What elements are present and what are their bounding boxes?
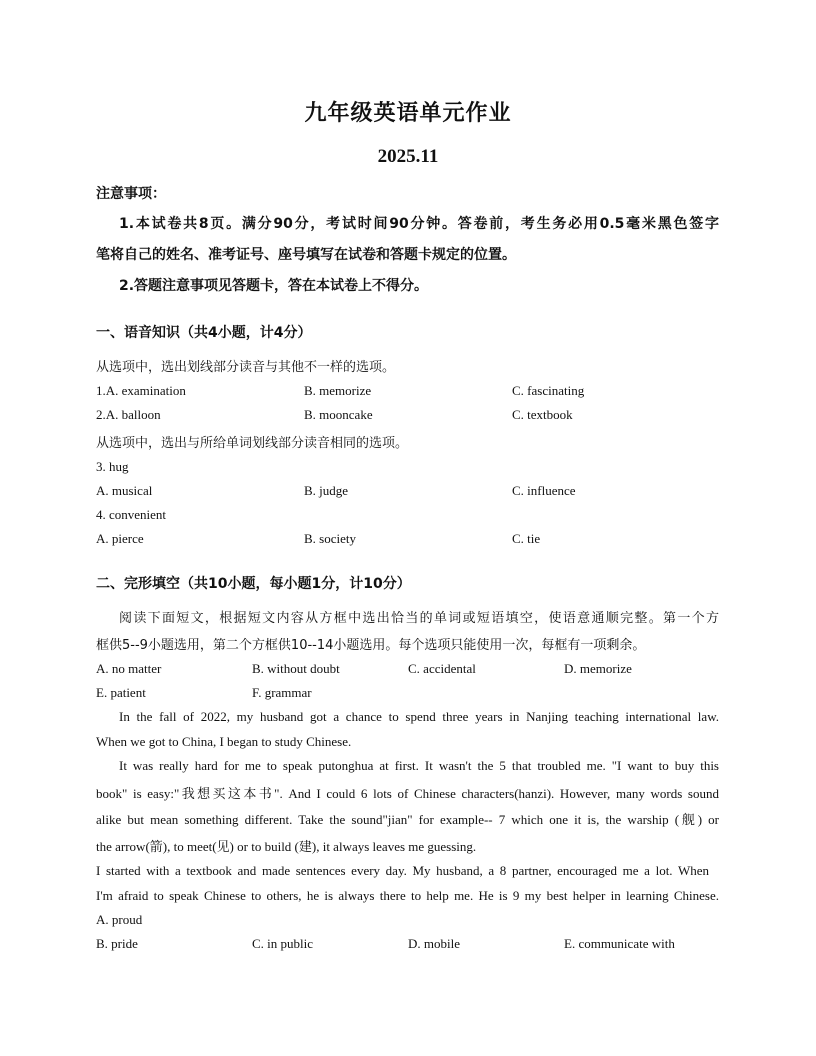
section2-instruction-line-1: 阅读下面短文，根据短文内容从方框中选出恰当的单词或短语填空，使语意通顺完整。第一个方 bbox=[119, 611, 719, 626]
notice-heading: 注意事项： bbox=[96, 186, 166, 202]
passage-p2-line-1: It was really hard for me to speak putonghua at first. It wasn't the 5 that troubled me. "I want to buy this bbox=[119, 758, 719, 773]
notice-line-3: 2.答题注意事项见答题卡，答在本试卷上不得分。 bbox=[119, 278, 429, 294]
box1-option-d: D. memorize bbox=[564, 661, 632, 676]
box2-option-e: E. communicate with bbox=[564, 936, 675, 951]
notice-line-1: 1.本试卷共8页。满分90分，考试时间90分钟。答卷前，考生务必用0.5毫米黑色签字 bbox=[119, 216, 719, 232]
q3-option-c: C. influence bbox=[512, 483, 576, 498]
q3-option-a: A. musical bbox=[96, 483, 153, 498]
q1-option-b: B. memorize bbox=[304, 383, 372, 398]
q2-option-b: B. mooncake bbox=[304, 407, 373, 422]
section1-heading: 一、语音知识（共4小题，计4分） bbox=[96, 325, 312, 341]
box2-option-b: B. pride bbox=[96, 936, 138, 951]
q4-option-a: A. pierce bbox=[96, 531, 144, 546]
page-title: 九年级英语单元作业 bbox=[304, 101, 512, 126]
section2-heading: 二、完形填空（共10小题，每小题1分，计10分） bbox=[96, 576, 411, 592]
section1-instruction-1: 从选项中，选出划线部分读音与其他不一样的选项。 bbox=[96, 360, 396, 375]
notice-line-2: 笔将自己的姓名、准考证号、座号填写在试卷和答题卡规定的位置。 bbox=[96, 247, 516, 263]
passage-p1-line-2: When we got to China, I began to study Chinese. bbox=[96, 734, 352, 749]
passage-p1-line-1: In the fall of 2022, my husband got a chance to spend three years in Nanjing teaching international law. bbox=[119, 709, 719, 724]
box2-option-c: C. in public bbox=[252, 936, 314, 951]
q2-option-c: C. textbook bbox=[512, 407, 573, 422]
box2-option-a: A. proud bbox=[96, 912, 143, 927]
section1-instruction-2: 从选项中，选出与所给单词划线部分读音相同的选项。 bbox=[96, 436, 409, 451]
section2-instruction-line-2: 框供5--9小题选用，第二个方框供10--14小题选用。每个选项只能使用一次，每框有一项剩余。 bbox=[96, 638, 646, 653]
q3-option-b: B. judge bbox=[304, 483, 349, 498]
exam-date: 2025.11 bbox=[377, 146, 439, 167]
passage-p2-line-3: alike but mean something different. Take the sound"jian" for example-- 7 which one it is, the warship (舰) or bbox=[96, 812, 719, 827]
passage-p2-line-2: book" is easy:"我想买这本书". And I could 6 lots of Chinese characters(hanzi). However, many words sound bbox=[96, 786, 719, 801]
q1-option-c: C. fascinating bbox=[512, 383, 585, 398]
q4-option-b: B. society bbox=[304, 531, 356, 546]
box2-option-d: D. mobile bbox=[408, 936, 460, 951]
box1-option-e: E. patient bbox=[96, 685, 146, 700]
q2-option-a: 2.A. balloon bbox=[96, 407, 161, 422]
q4-option-c: C. tie bbox=[512, 531, 541, 546]
box1-option-b: B. without doubt bbox=[252, 661, 340, 676]
box1-option-f: F. grammar bbox=[252, 685, 312, 700]
passage-p3-line-1: I started with a textbook and made sentences every day. My husband, a 8 partner, encouraged me a lot. When bbox=[96, 863, 709, 878]
passage-p3-line-2: I'm afraid to speak Chinese to others, he is always there to help me. He is 9 my best helper in learning Chinese. bbox=[96, 888, 719, 903]
q4-word: 4. convenient bbox=[96, 507, 167, 522]
box1-option-c: C. accidental bbox=[408, 661, 476, 676]
box1-option-a: A. no matter bbox=[96, 661, 162, 676]
q1-option-a: 1.A. examination bbox=[96, 383, 186, 398]
q3-word: 3. hug bbox=[96, 459, 129, 474]
passage-p2-line-4: the arrow(箭), to meet(见) or to build (建), it always leaves me guessing. bbox=[96, 839, 477, 854]
